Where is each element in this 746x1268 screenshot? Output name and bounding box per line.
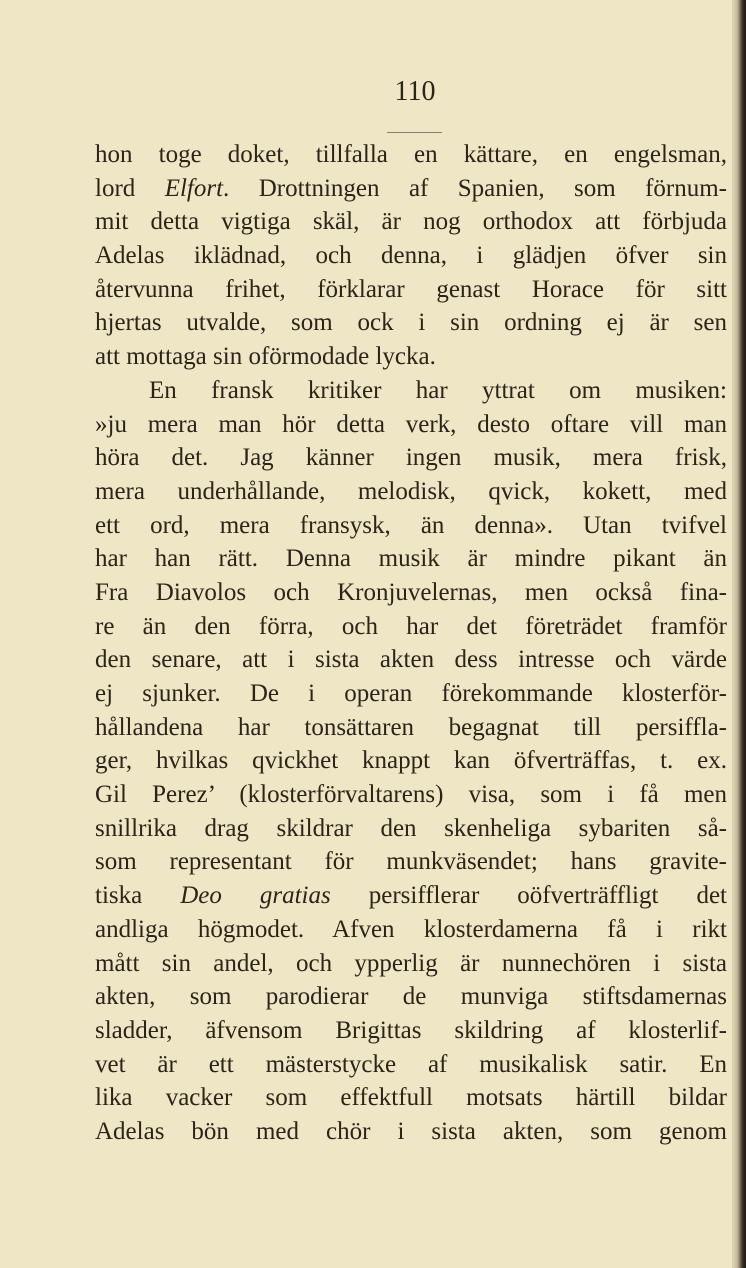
text-line bbox=[95, 205, 727, 239]
text-segment: hjertas utvalde, som ock i sin ordning ej är sen bbox=[95, 309, 727, 337]
text-segment: sladder, äfvensom Brigittas skildring af klosterlif- bbox=[95, 1016, 727, 1044]
text-line bbox=[95, 138, 727, 172]
text-segment: persifflerar oöfverträffligt det bbox=[330, 882, 727, 910]
text-line-content bbox=[95, 1048, 727, 1082]
text-segment: akten, som parodierar de munviga stiftsdamernas bbox=[95, 983, 727, 1011]
text-line-content bbox=[95, 509, 727, 543]
text-segment: lika vacker som effektfull motsats härtill bildar bbox=[95, 1084, 727, 1112]
text-segment: lord bbox=[95, 174, 165, 202]
text-line bbox=[95, 879, 727, 913]
text-line bbox=[95, 408, 727, 442]
text-line bbox=[95, 475, 727, 509]
text-line-content bbox=[95, 172, 727, 206]
text-line bbox=[95, 711, 727, 745]
text-segment: andliga högmodet. Afven klosterdamerna få i rikt bbox=[95, 915, 727, 943]
text-segment: ej sjunker. De i operan förekommande klosterför- bbox=[95, 680, 727, 707]
text-line bbox=[95, 273, 727, 307]
text-segment: vet är ett mästerstycke af musikalisk satir. En bbox=[95, 1050, 727, 1078]
text-line-content bbox=[95, 711, 727, 745]
text-line-content bbox=[95, 812, 727, 846]
text-line-content bbox=[95, 1115, 727, 1149]
text-line bbox=[95, 778, 727, 812]
text-segment: ett ord, mera fransysk, än denna». Utan tvifvel bbox=[95, 511, 727, 539]
text-line bbox=[95, 677, 727, 711]
text-line bbox=[95, 812, 727, 846]
text-line bbox=[95, 509, 727, 543]
text-line-content bbox=[95, 205, 727, 239]
text-line bbox=[95, 239, 727, 273]
text-line bbox=[95, 610, 727, 644]
text-line-content bbox=[95, 913, 727, 947]
text-line bbox=[95, 643, 727, 677]
text-segment: . Drottningen af Spanien, som förnum- bbox=[223, 174, 728, 202]
text-line bbox=[95, 441, 727, 475]
text-line bbox=[95, 374, 727, 408]
text-segment: mit detta vigtiga skäl, är nog orthodox att förbjuda bbox=[95, 208, 727, 236]
text-segment: mera underhållande, melodisk, qvick, kokett, med bbox=[95, 477, 727, 505]
text-line-content bbox=[95, 1014, 727, 1048]
text-line-content bbox=[95, 239, 727, 273]
text-line-content bbox=[95, 340, 727, 374]
text-line bbox=[95, 172, 727, 206]
text-line-content bbox=[95, 677, 727, 711]
text-line bbox=[95, 1081, 727, 1115]
text-line bbox=[95, 913, 727, 947]
text-line-content bbox=[95, 778, 727, 812]
italic-text: Deo gratias bbox=[180, 882, 331, 910]
text-line-content bbox=[95, 947, 727, 981]
text-line bbox=[95, 576, 727, 610]
text-segment: re än den förra, och har det företrädet framför bbox=[95, 612, 727, 640]
text-line-content bbox=[95, 845, 727, 879]
text-line-content bbox=[95, 306, 727, 340]
text-line-content bbox=[95, 1081, 727, 1115]
text-line bbox=[95, 947, 727, 981]
text-segment: tiska bbox=[95, 882, 181, 910]
text-segment: hållandena har tonsättaren begagnat till persiffla- bbox=[95, 713, 727, 741]
page-number: 110 bbox=[394, 76, 436, 107]
text-segment: Adelas bön med chör i sista akten, som genom bbox=[95, 1117, 727, 1145]
text-line-content bbox=[95, 441, 727, 475]
text-line-content bbox=[95, 408, 727, 442]
text-line-content bbox=[95, 273, 727, 307]
text-segment: Adelas iklädnad, och denna, i glädjen öfver sin bbox=[95, 242, 727, 270]
text-line-content bbox=[95, 879, 727, 913]
text-segment: Fra Diavolos och Kronjuvelernas, men också fina- bbox=[95, 578, 727, 606]
text-segment: som representant för munkväsendet; hans gravite- bbox=[95, 848, 727, 876]
text-line bbox=[95, 1115, 727, 1149]
text-segment: mått sin andel, och ypperlig är nunnechören i sista bbox=[95, 949, 727, 977]
text-line-content bbox=[149, 374, 727, 408]
text-line-content bbox=[95, 643, 727, 677]
text-segment: En fransk kritiker har yttrat om musiken: bbox=[149, 376, 727, 404]
text-line bbox=[95, 845, 727, 879]
text-line-content bbox=[95, 744, 727, 778]
text-line bbox=[95, 1014, 727, 1048]
book-spine-edge bbox=[734, 0, 746, 1268]
text-line-content bbox=[95, 576, 727, 610]
text-line-content bbox=[95, 610, 727, 644]
text-segment: har han rätt. Denna musik är mindre pikant än bbox=[95, 545, 727, 573]
text-segment: höra det. Jag känner ingen musik, mera frisk, bbox=[95, 444, 727, 472]
italic-text: Elfort bbox=[164, 174, 224, 202]
text-segment: snillrika drag skildrar den skenheliga sybariten så- bbox=[95, 814, 727, 842]
body-text bbox=[95, 138, 727, 1149]
text-segment: att mottaga sin oförmodade lycka. bbox=[95, 343, 436, 371]
text-segment: hon toge doket, tillfalla en kättare, en engelsman, bbox=[95, 141, 727, 168]
text-segment: den senare, att i sista akten dess intresse och värde bbox=[95, 646, 727, 674]
text-line bbox=[95, 340, 727, 374]
text-segment: ger, hvilkas qvickhet knappt kan öfverträffas, t. ex. bbox=[95, 747, 727, 775]
text-line-content bbox=[95, 980, 727, 1014]
text-line-content bbox=[95, 138, 727, 172]
text-line-content bbox=[95, 542, 727, 576]
text-line bbox=[95, 1048, 727, 1082]
text-segment: Gil Perez’ (klosterförvaltarens) visa, som i få men bbox=[95, 781, 727, 809]
text-line bbox=[95, 744, 727, 778]
page-number-rule bbox=[387, 132, 442, 133]
text-line bbox=[95, 306, 727, 340]
text-line-content bbox=[95, 475, 727, 509]
text-segment: återvunna frihet, förklarar genast Horace för sitt bbox=[95, 275, 727, 303]
text-segment: »ju mera man hör detta verk, desto oftare vill man bbox=[95, 410, 727, 438]
text-line bbox=[95, 980, 727, 1014]
text-line bbox=[95, 542, 727, 576]
